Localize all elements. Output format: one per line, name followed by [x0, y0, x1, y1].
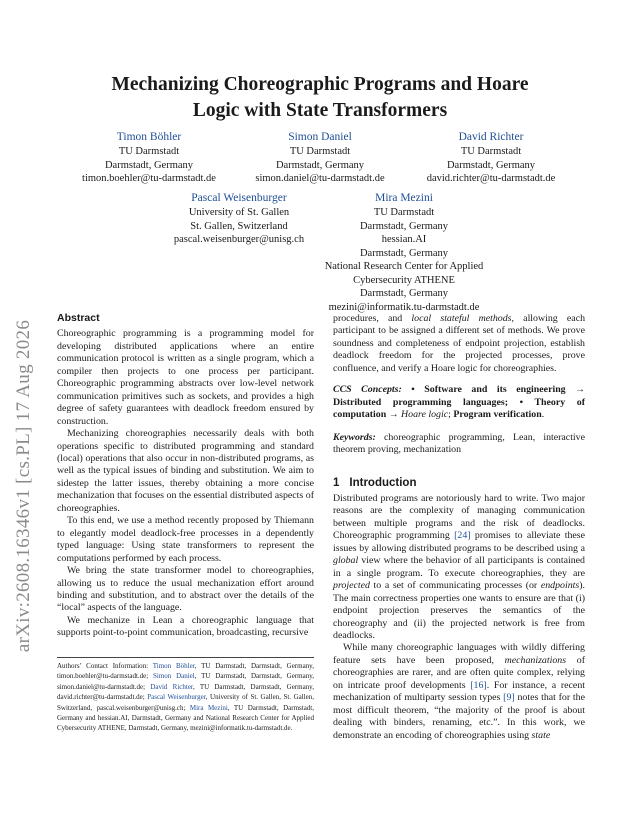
footnote-text: Authors’ Contact Information: — [57, 662, 153, 670]
ccs-term: • Software and its engineering → Distributed programming languages — [333, 384, 586, 408]
text-run: promises to alleviate these issues by allowing distributed programs to be described using a — [333, 530, 586, 554]
author-block-richter — [402, 130, 580, 186]
abstract-paragraph: Mechanizing choreographies necessarily deals with both operations specific to distributed programming and standard (local) operations that also occur in non-distributed programs, as well as the typical issues of binding and substitution. We aim to sidestep the latter issues, thereby obtaining a more concise mechanization that focuses on the essential distributed aspects of choreographies. — [57, 428, 314, 514]
text-run: notes that for the most difficult theorem, “the majority of the proof is about dealing with binders, renaming, etc.”. In this work, we demonstrate an encoding of choreographies using — [333, 692, 585, 741]
text-run: procedures, and — [333, 313, 412, 324]
emphasis: mechanizations — [504, 654, 567, 666]
ccs-sep: ; • Theory of computation — [333, 396, 585, 421]
emphasis: state — [531, 729, 551, 741]
text-run: ). The main correctness properties one wants to ensure are that (i) endpoint projection preserves the semantics of the choreography and (ii) the projected network is free from deadlocks. — [333, 580, 585, 641]
keywords — [333, 432, 585, 457]
author-name[interactable]: David Richter — [458, 131, 524, 143]
footnote-text: , TU Darmstadt, Darmstadt, Germany, david.richter@tu-darmstadt.de; — [57, 682, 314, 702]
footnote-text: , TU Darmstadt, Darmstadt, Germany, simon.daniel@tu-darmstadt.de; — [57, 672, 314, 691]
author-contact-footnote — [57, 657, 314, 734]
footnote-text: , TU Darmstadt, Darmstadt, Germany, timon.boehler@tu-darmstadt.de; — [57, 662, 314, 681]
text-run: view where the behavior of all participants is contained in a single program. To execute choreographies, they are — [333, 555, 585, 579]
emphasis: endpoints — [540, 580, 580, 592]
author-affiliation: TU Darmstadt — [118, 146, 180, 157]
abstract-paragraph: We mechanize in Lean a choreographic language that supports point-to-point communication, broadcasting, recursive — [57, 614, 314, 639]
left-column — [57, 312, 314, 640]
emphasis: global — [333, 555, 359, 567]
author-email: david.richter@tu-darmstadt.de — [426, 173, 556, 184]
ccs-term: Hoare logic — [401, 409, 449, 421]
section-heading-introduction — [333, 477, 585, 489]
keywords-label: Keywords: — [333, 431, 376, 443]
ccs-sep: ; — [448, 409, 454, 421]
author-location: Darmstadt, Germany — [359, 288, 449, 299]
author-location: Darmstadt, Germany — [104, 159, 194, 171]
ccs-end: . — [541, 409, 545, 421]
ccs-concepts — [333, 384, 585, 421]
footnote-text: , University of St. Gallen, St. Gallen, Switzerland, pascal.weisenburger@unisg.ch; — [57, 693, 314, 712]
ccs-label: CCS Concepts: — [333, 384, 402, 396]
author-email: mezini@informatik.tu-darmstadt.de — [328, 301, 480, 313]
author-location: Darmstadt, Germany — [275, 159, 365, 171]
abstract-paragraph: We bring the state transformer model to choreographies, allowing us to reduce the usual mechanization effort around binding and substitution, and to abstract over the details of the “local” aspects of the language. — [57, 565, 314, 614]
footnote-author-link[interactable]: Mira Mezini — [189, 703, 228, 712]
abstract-heading: Abstract — [57, 312, 100, 324]
text-run: Distributed programs are notoriously hard to write. Two major reasons are the complexity of managing communication between multiple programs and the risk of deadlocks. Choreographic programming — [333, 492, 585, 542]
text-run: While many choreographic languages with wildly differing feature sets have been proposed, — [333, 642, 585, 666]
emphasis: projected — [333, 580, 370, 592]
footnote-author-link[interactable]: David Richter — [150, 682, 193, 691]
author-block-mezini — [310, 191, 498, 314]
emphasis: local stateful methods — [411, 313, 512, 324]
abstract-paragraph: Choreographic programming is a programming model for developing distributed applications where an entire communication protocol is written as a single program, which a compiler then projects to one process per participant. Choreographic programming abstracts over low-level network communication primitives such as sockets, and provides a high degree of safety guarantees with deadlock freedom ensured by construction. — [57, 328, 314, 427]
author-email: simon.daniel@tu-darmstadt.de — [255, 173, 385, 184]
author-affiliation: National Research Center for Applied — [324, 261, 484, 272]
citation-link[interactable]: [16] — [470, 679, 487, 691]
author-name[interactable]: Mira Mezini — [375, 192, 433, 204]
author-affiliation: TU Darmstadt — [460, 146, 522, 157]
author-email: timon.boehler@tu-darmstadt.de — [82, 173, 216, 184]
footnote-author-link[interactable]: Simon Daniel — [153, 672, 195, 681]
author-block-daniel — [232, 130, 408, 186]
author-location: Darmstadt, Germany — [446, 159, 536, 171]
text-run: . For instance, a recent mechanization of multiparty session types — [333, 679, 585, 704]
arxiv-identifier-stamp — [4, 296, 44, 676]
author-affiliation: hessian.AI — [381, 234, 427, 245]
text-run: of choreographies are rarer, and are often quite complex, relying on intricate proof developments — [333, 654, 585, 691]
author-affiliation: University of St. Gallen — [188, 207, 290, 218]
author-name[interactable]: Pascal Weisenburger — [191, 192, 287, 204]
right-column — [333, 313, 585, 742]
footnote-author-link[interactable]: Pascal Weisenburger — [147, 693, 206, 702]
footnote-author-link[interactable]: Timon Böhler — [152, 662, 195, 670]
ccs-arrow: → — [386, 409, 402, 421]
author-affiliation: TU Darmstadt — [373, 207, 435, 218]
ccs-term: Program verification — [453, 409, 542, 421]
author-block-weisenburger — [150, 191, 328, 247]
keywords-text: choreographic programming, Lean, interactive theorem proving, mechanization — [333, 431, 585, 456]
author-affiliation: Cybersecurity ATHENE — [353, 274, 455, 286]
author-name[interactable]: Simon Daniel — [288, 131, 352, 143]
text-run: to a set of communicating processes (or — [369, 580, 541, 592]
citation-link[interactable]: [24] — [454, 530, 471, 542]
arxiv-identifier: arXiv:2608.16346v1 [cs.PL] 17 Aug 2026 — [13, 319, 34, 653]
intro-paragraph — [333, 642, 585, 742]
footnote-text: , TU Darmstadt, Darmstadt, Germany and hessian.AI, Darmstadt, Germany and National Research Center for Applied Cybersecurity ATHENE, Darmstadt, Germany, mezini@informatik.tu-darmstadt.de. — [57, 703, 314, 733]
paper-title — [60, 72, 580, 124]
author-block-boehler — [60, 130, 238, 186]
abstract-paragraph: To this end, we use a method recently proposed by Thiemann to elegantly model deadlock-free processes in a dependently typed language: Using state transformers to represent the computations performed by each process. — [57, 515, 314, 564]
section-number: 1 — [333, 476, 340, 489]
abstract-continuation — [333, 313, 585, 375]
section-title: Introduction — [349, 476, 417, 489]
author-name[interactable]: Timon Böhler — [116, 131, 182, 143]
author-location: St. Gallen, Switzerland — [190, 220, 288, 232]
title-line-1: Mechanizing Choreographic Programs and Hoare — [111, 74, 529, 95]
author-email: pascal.weisenburger@unisg.ch — [173, 234, 305, 245]
intro-paragraph — [333, 493, 585, 642]
author-location: Darmstadt, Germany — [359, 247, 449, 259]
title-line-2: Logic with State Transformers — [192, 100, 448, 121]
text-run: , allowing each participant to be assigned a different set of methods. We prove soundness and completeness of endpoint projection, establish deadlock freedom for the projected processes, prove confluence, and verify a Hoare logic for choreographies. — [333, 313, 586, 374]
citation-link[interactable]: [9] — [503, 692, 515, 704]
author-location: Darmstadt, Germany — [359, 220, 449, 232]
author-affiliation: TU Darmstadt — [289, 146, 351, 157]
